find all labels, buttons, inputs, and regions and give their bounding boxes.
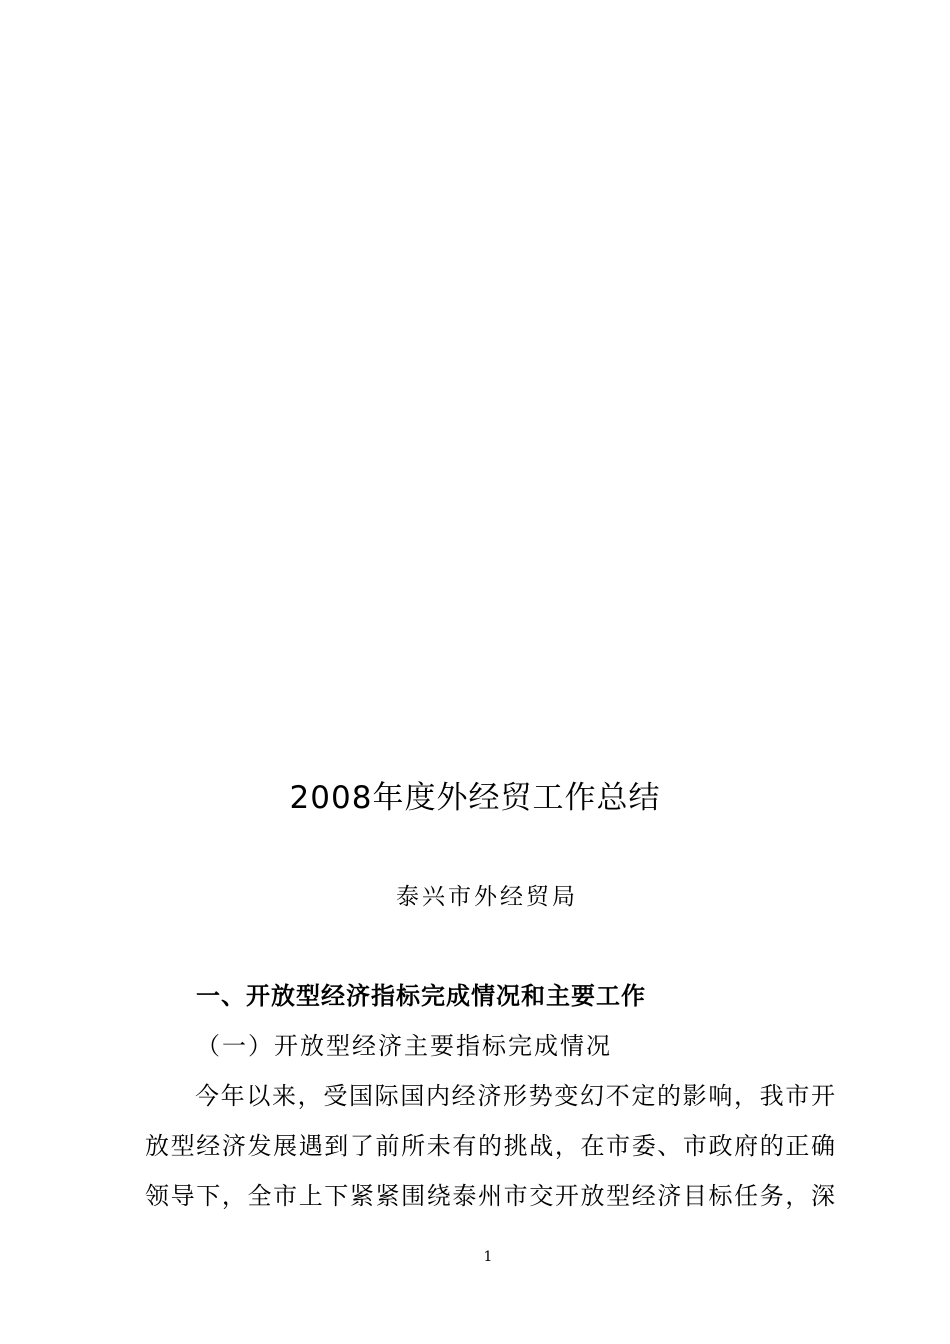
subsection-heading: （一）开放型经济主要指标完成情况 bbox=[196, 1032, 612, 1060]
page-number: 1 bbox=[483, 1249, 493, 1265]
paragraph-line: 领导下，全市上下紧紧围绕泰州市交开放型经济目标任务，深 bbox=[145, 1182, 835, 1210]
paragraph-line: 放型经济发展遇到了前所未有的挑战，在市委、市政府的正确 bbox=[145, 1132, 835, 1160]
section-heading: 一、开放型经济指标完成情况和主要工作 bbox=[196, 982, 646, 1010]
paragraph-line: 今年以来，受国际国内经济形势变幻不定的影响，我市开 bbox=[195, 1082, 835, 1110]
document-title: 2008年度外经贸工作总结 bbox=[289, 780, 661, 816]
document-author: 泰兴市外经贸局 bbox=[396, 884, 578, 910]
